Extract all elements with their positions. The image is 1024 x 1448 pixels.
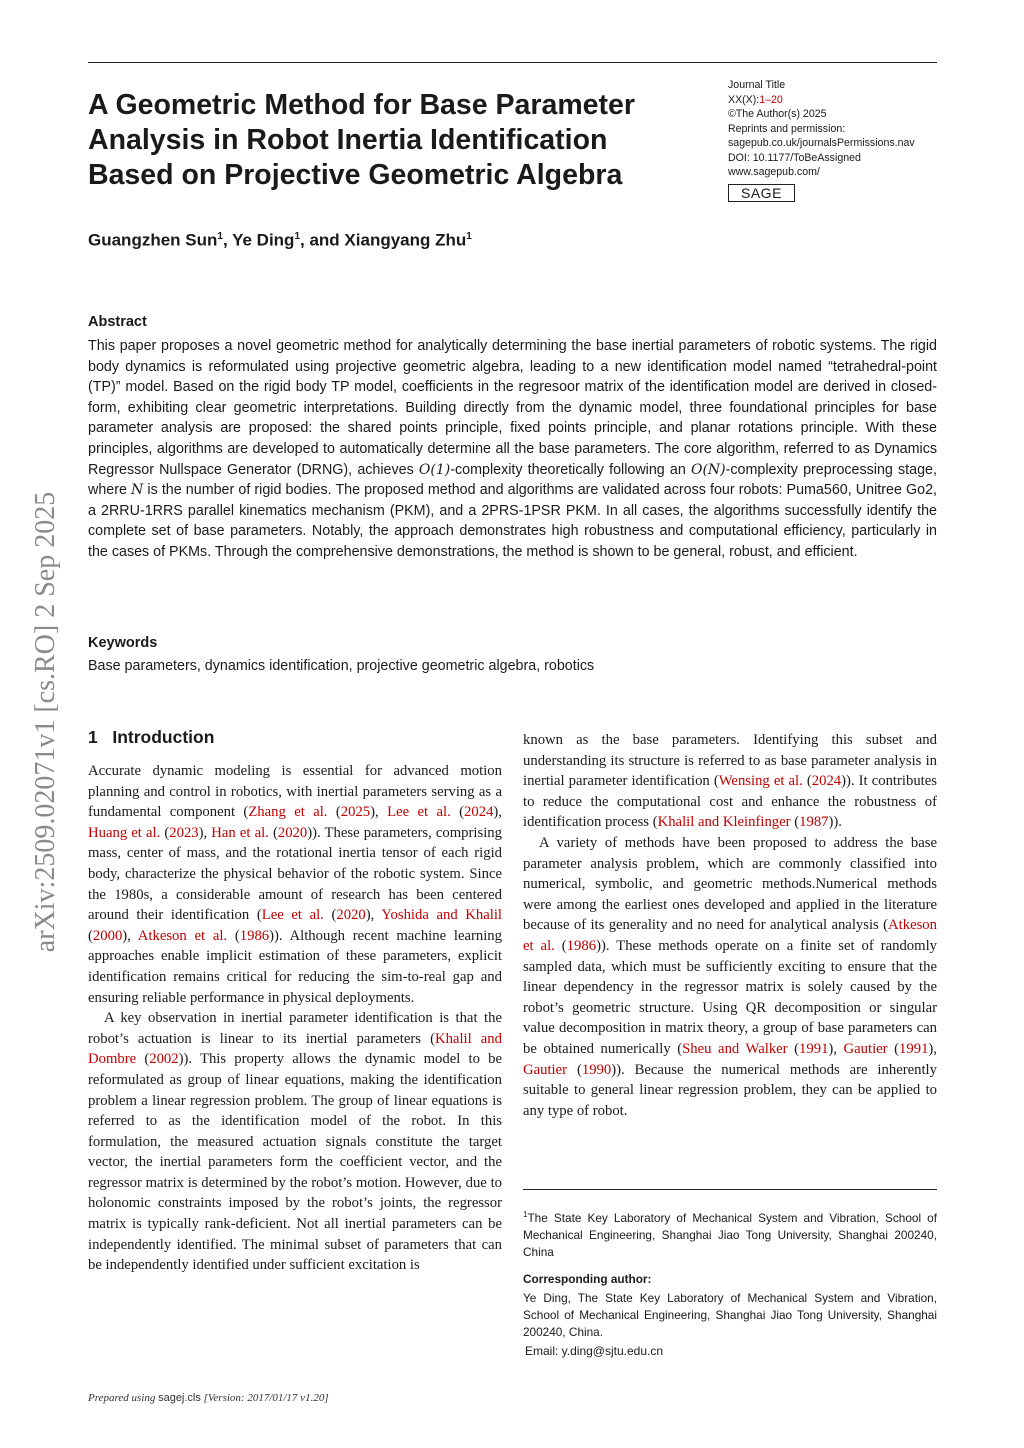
citation-link[interactable]: Huang et al. <box>88 824 161 841</box>
citation-link[interactable]: Han et al. <box>211 824 269 841</box>
author-name: Ye Ding <box>232 230 295 250</box>
citation-link[interactable]: 1991 <box>799 1040 829 1057</box>
citation-link[interactable]: Lee et al. <box>387 804 451 821</box>
author-name: Guangzhen Sun <box>88 230 218 250</box>
intro-paragraph: A variety of methods have been proposed to address the base parameter analysis problem, which are commonly classified into numerical, symbolic, and geometric methods.Numerical methods were among the earliest ones developed and applied in the literature because of its generality and no need for analytical analysis (Atkeson et al. (1986)). These methods operate on a finite set of randomly sampled data, which must be sufficiently exciting to ensure that the linear dependency in the regressor matrix is solely caused by the robot’s geometric structure. Using QR decomposition or singular value decomposition in matrix theory, a group of base parameters can be obtained numerically (Sheu and Walker (1991), Gautier (1991), Gautier (1990)). Because the numerical methods are inherently suitable to general linear regression problem, they can be applied to any type of robot. <box>523 834 937 1119</box>
citation-link[interactable]: Gautier <box>843 1040 888 1057</box>
corresponding-author-heading: Corresponding author: <box>523 1272 652 1286</box>
citation-link[interactable]: 1990 <box>581 1061 612 1078</box>
citation-link[interactable]: 2000 <box>92 927 123 944</box>
top-rule <box>88 62 937 63</box>
citation-link[interactable]: 1987 <box>799 814 829 831</box>
footnote-rule <box>523 1189 937 1190</box>
author-name: Xiangyang Zhu <box>344 230 467 250</box>
author-list: Guangzhen Sun$^1$, Ye Ding$^1$, and Xiangyang Zhu$^1$ <box>88 230 472 250</box>
arxiv-stamp: arXiv:2509.02071v1 [cs.RO] 2 Sep 2025 <box>30 491 61 953</box>
journal-issue: XX(X):1–20 <box>728 93 783 106</box>
affiliation-mark: 1 <box>217 231 223 242</box>
citation-link[interactable]: Yoshida and Khalil <box>381 907 502 924</box>
affiliation-footnote: $^1$The State Key Laboratory of Mechanical System and Vibration, School of Mechanical Engineering, Shanghai Jiao Tong University, Shanghai 200240, China <box>523 1210 937 1259</box>
page-range-link[interactable]: 1–20 <box>759 93 783 106</box>
website-link[interactable]: www.sagepub.com/ <box>728 166 820 178</box>
citation-link[interactable]: 1986 <box>566 937 597 954</box>
citation-link[interactable]: 1986 <box>239 927 270 944</box>
keywords-heading: Keywords <box>88 635 158 651</box>
reprints-label: Reprints and permission: <box>728 122 846 135</box>
citation-link[interactable]: 2020 <box>336 907 366 924</box>
citation-link[interactable]: Atkeson et al. <box>523 917 937 954</box>
citation-link[interactable]: 2023 <box>169 824 199 841</box>
keywords-body: Base parameters, dynamics identification, projective geometric algebra, robotics <box>88 658 595 674</box>
intro-heading <box>88 727 214 748</box>
math-complexity-o1: O(1) <box>418 461 451 478</box>
abstract-heading: Abstract <box>88 314 147 330</box>
sage-logo: SAGE <box>728 184 795 202</box>
citation-link[interactable]: 2024 <box>464 804 494 821</box>
citation-link[interactable]: Gautier <box>523 1061 568 1078</box>
email-link[interactable]: Email: y.ding@sjtu.edu.cn <box>525 1344 664 1358</box>
section-title: Introduction <box>112 727 215 747</box>
paper-title: A Geometric Method for Base Parameter Analysis in Robot Inertia Identification Based on Projective Geometric Algebra <box>88 89 635 191</box>
intro-right-column <box>523 730 937 1121</box>
citation-link[interactable]: 2002 <box>149 1051 179 1068</box>
citation-link[interactable]: Zhang et al. <box>248 804 328 821</box>
citation-link[interactable]: Khalil and Kleinfinger <box>657 814 791 831</box>
intro-paragraph: Accurate dynamic modeling is essential for advanced motion planning and control in robotics, with inertial parameters serving as a fundamental component (Zhang et al. (2025), Lee et al. (2024), Huang et al. (2023), Han et al. (2020)). These parameters, comprising mass, center of mass, and the rotational inertia tensor of each rigid body, characterize the physical behavior of the robotic system. Since the 1980s, a considerable amount of research has been centered around their identification (Lee et al. (2020), Yoshida and Khalil (2000), Atkeson et al. (1986)). Although recent machine learning approaches enable implicit estimation of these parameters, explicit identification remains critical for reducing the sim-to-real gap and ensuring reliable performance in physical deployments. <box>88 763 502 1006</box>
citation-link[interactable]: 2020 <box>277 824 308 841</box>
math-complexity-on: O(N) <box>690 461 726 478</box>
citation-link[interactable]: Lee et al. <box>261 907 324 924</box>
prepared-footer: Prepared using sagej.cls [Version: 2017/01/17 v1.20] <box>88 1392 329 1404</box>
affiliation-mark: 1 <box>294 231 301 242</box>
journal-name: Journal Title <box>728 79 786 91</box>
citation-link[interactable]: Atkeson et al. <box>137 927 228 944</box>
citation-link[interactable]: Sheu and Walker <box>682 1040 788 1057</box>
citation-link[interactable]: 2024 <box>811 773 842 790</box>
citation-link[interactable]: Wensing et al. <box>718 773 803 790</box>
intro-paragraph: known as the base parameters. Identifying this subset and understanding its structure is referred to as base parameter analysis in inertial parameter identification (Wensing et al. (2024)). It contributes to reduce the computational cost and enhance the robustness of identification process (Khalil and Kleinfinger (1987)). <box>523 732 937 831</box>
citation-link[interactable]: 2025 <box>340 804 371 821</box>
citation-link[interactable]: Khalil and Dombre <box>88 1030 502 1068</box>
abstract-body: This paper proposes a novel geometric method for analytically determining the base inertial parameters of robotic systems. The rigid body dynamics is reformulated using projective geometric algebra, leading to a new identification model named “tetrahedral-point (TP)” model. Based on the rigid body TP model, coefficients in the regresoor matrix of the identification model are derived in closed-form, exhibiting clear geometric interpretations. Building directly from the dynamic model, three foundational principles for base parameter analysis are proposed: the shared points principle, fixed points principle, and planar rotations principle. With these principles, algorithms are developed to automatically determine all the base parameters. The core algorithm, referred to as Dynamics Regressor Nullspace Generator (DRNG), achieves O(1)-complexity theoretically following an O(N)-complexity preprocessing stage, where N is the number of rigid bodies. The proposed method and algorithms are validated across four robots: Puma560, Unitree Go2, a 2RRU-1RRS parallel kinematics mechanism (PKM), and a 2PRS-1PSR PKM. In all cases, the algorithms successfully identify the complete set of base parameters. Notably, the approach demonstrates high robustness and computational efficiency, particularly in the cases of PKMs. Through the comprehensive demonstrations, the method is shown to be general, robust, and efficient. <box>88 338 937 560</box>
intro-paragraph: A key observation in inertial parameter identification is that the robot’s actuation is linear to its inertial parameters (Khalil and Dombre (2002)). This property allows the dynamic model to be reformulated as group of linear equations, making the identification problem a linear regression problem. The group of linear equations is referred to as the identification model of the robot. In this formulation, the measured actuation signals constitute the target vector, the inertial parameters form the coefficient vector, and the regressor matrix is determined by the robot’s motion. However, due to holonomic constraints imposed by the robot’s joints, the regressor matrix is typically rank-deficient. Not all inertial parameters can be independently identified. The minimal subset of parameters that can be independently identified under sufficient excitation is <box>88 1010 502 1274</box>
math-n: N <box>131 482 144 499</box>
reprints-url[interactable]: sagepub.co.uk/journalsPermissions.nav <box>728 137 915 149</box>
corresponding-author-text: Ye Ding, The State Key Laboratory of Mechanical System and Vibration, School of Mechanical Engineering, Shanghai Jiao Tong University, Shanghai 200240, China. <box>523 1291 937 1339</box>
doi: DOI: 10.1177/ToBeAssigned <box>728 151 861 164</box>
copyright: ©The Author(s) 2025 <box>728 108 827 120</box>
affiliation-mark: 1 <box>466 231 472 242</box>
journal-meta <box>728 78 958 202</box>
section-number: 1 <box>88 727 98 747</box>
citation-link[interactable]: 1991 <box>899 1040 929 1057</box>
intro-left-column <box>88 761 502 1276</box>
